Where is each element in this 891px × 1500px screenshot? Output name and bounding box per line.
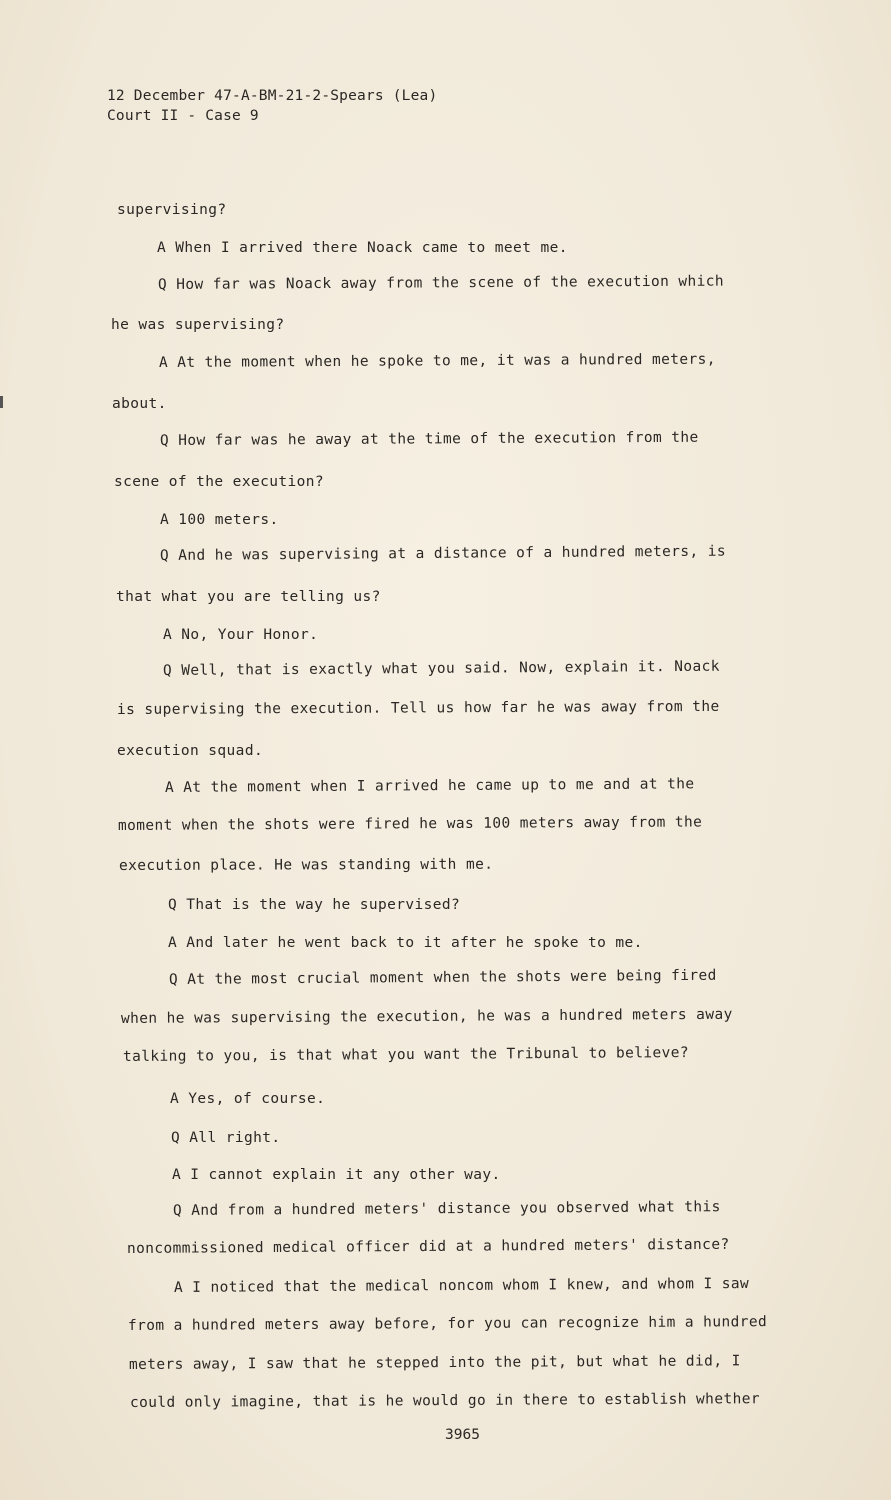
transcript-line: is supervising the execution. Tell us how far he was away from the [116, 698, 720, 718]
transcript-line: Q All right. [171, 1130, 281, 1146]
transcript-line: scene of the execution? [114, 474, 324, 490]
transcript-line: A I cannot explain it any other way. [172, 1167, 501, 1183]
transcript-line: when he was supervising the execution, he was a hundred meters away [120, 1006, 733, 1027]
transcript-line: Q At the most crucial moment when the shots were being fired [168, 967, 717, 988]
transcript-line: A And later he went back to it after he spoke to me. [168, 935, 643, 951]
transcript-line: execution place. He was standing with me. [118, 856, 494, 874]
transcript-line: A When I arrived there Noack came to meet me. [157, 240, 568, 256]
transcript-line: A 100 meters. [160, 512, 279, 528]
transcript-line: Q How far was Noack away from the scene of the execution which [157, 273, 725, 293]
transcript-line: about. [112, 396, 167, 412]
transcript-line: he was supervising? [111, 317, 285, 333]
transcript-line: A I noticed that the medical noncom whom I knew, and whom I saw [173, 1275, 750, 1296]
transcript-line: A At the moment when I arrived he came up to me and at the [164, 776, 695, 796]
page-number: 3965 [445, 1427, 480, 1443]
transcript-line: talking to you, is that what you want the Tribunal to believe? [122, 1045, 690, 1065]
header-line-court-case: Court II - Case 9 [107, 108, 259, 124]
transcript-line: A Yes, of course. [170, 1091, 326, 1107]
document-header [107, 86, 437, 126]
transcript-line: Q Well, that is exactly what you said. Now, explain it. Noack [162, 658, 720, 679]
transcript-line: Q That is the way he supervised? [168, 897, 461, 913]
transcript-line: execution squad. [117, 743, 264, 759]
transcript-line: could only imagine, that is he would go in there to establish whether [129, 1391, 760, 1411]
transcript-line: that what you are telling us? [116, 589, 381, 605]
transcript-line: Q And from a hundred meters' distance you observed what this [172, 1199, 721, 1219]
margin-mark [0, 396, 3, 408]
header-line-date-reference: 12 December 47-A-BM-21-2-Spears (Lea) [107, 88, 438, 104]
transcript-line: Q How far was he away at the time of the execution from the [159, 429, 699, 449]
transcript-line: A At the moment when he spoke to me, it was a hundred meters, [158, 351, 716, 371]
transcript-line: moment when the shots were fired he was 100 meters away from the [117, 814, 703, 834]
transcript-line: A No, Your Honor. [163, 627, 319, 643]
transcript-line: supervising? [117, 202, 227, 218]
transcript-line: from a hundred meters away before, for you can recognize him a hundred [127, 1314, 768, 1334]
transcript-line: Q And he was supervising at a distance of a hundred meters, is [159, 543, 727, 564]
transcript-line: meters away, I saw that he stepped into the pit, but what he did, I [128, 1353, 741, 1373]
transcript-line: noncommissioned medical officer did at a hundred meters' distance? [126, 1236, 730, 1257]
